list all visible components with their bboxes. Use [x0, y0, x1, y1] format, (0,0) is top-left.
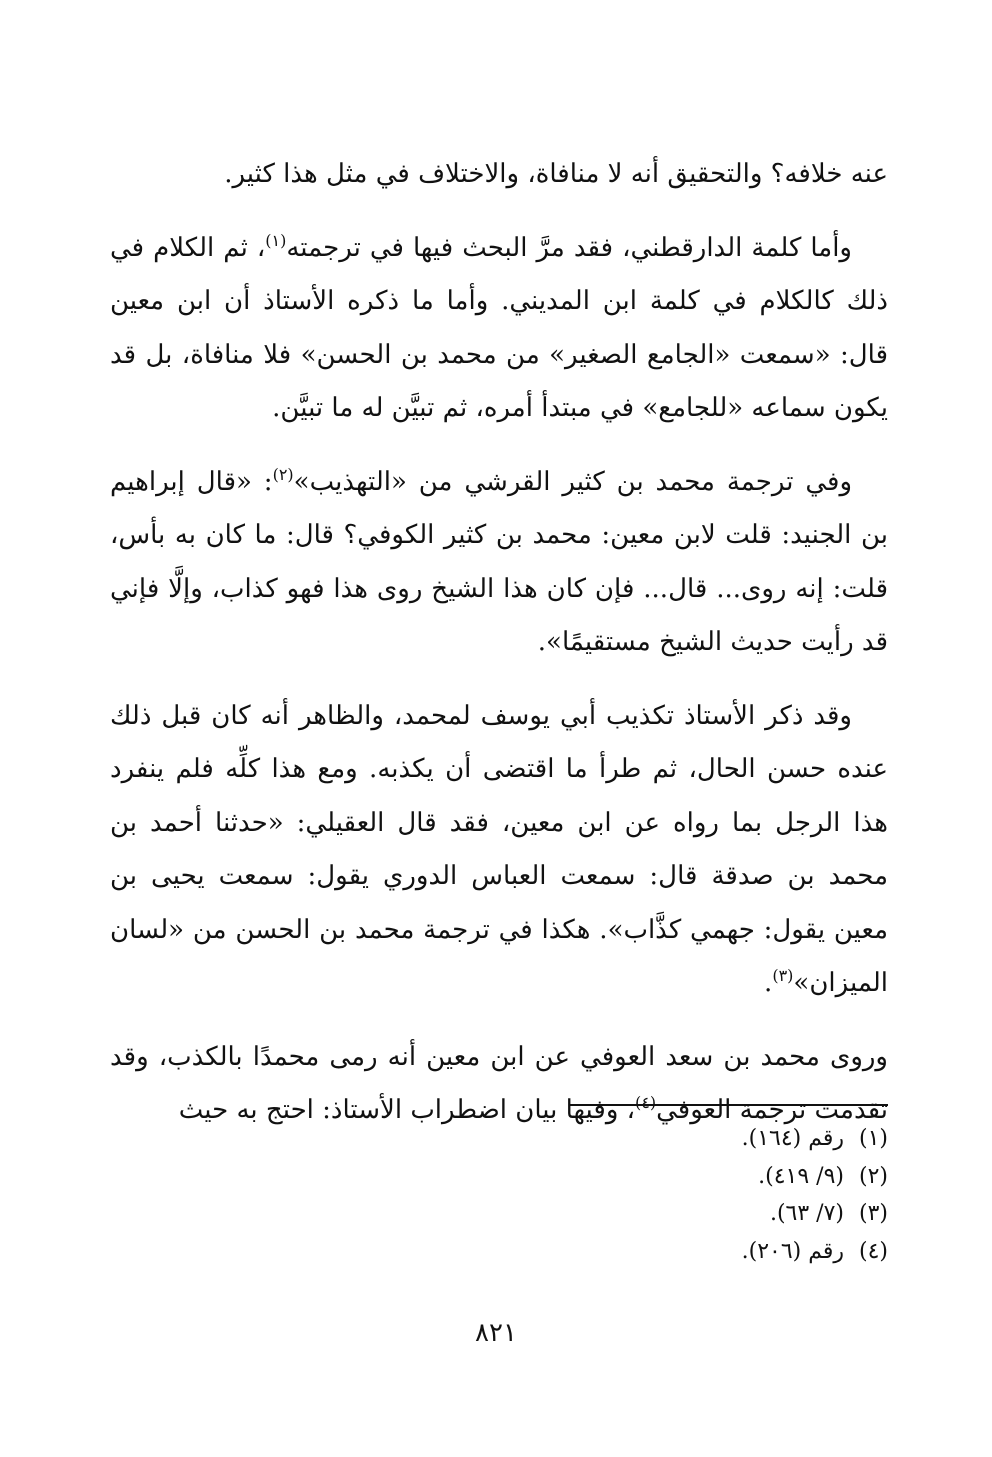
paragraph-text: وفي ترجمة محمد بن كثير القرشي من «التهذيب» — [293, 466, 852, 497]
paragraph-text: . — [764, 968, 773, 998]
paragraph-text: ، ثم الكلام في ذلك كالكلام في كلمة ابن المديني. وأما ما ذكره الأستاذ أن ابن معين قال: «سمعت «الجامع الصغير» من محمد بن الحسن» فلا منافاة، بل قد يكون سماعه «للجامع» في مبتدأ أمره، ثم تبيَّن له ما تبيَّن. — [110, 232, 888, 423]
footnote-text: رقم (٢٠٦). — [741, 1238, 844, 1264]
footnote-number: (٢) — [858, 1163, 888, 1189]
footnote-text: (٧/ ٦٣). — [769, 1201, 844, 1226]
footnote-reference: (٣) — [772, 966, 794, 985]
paragraph-text: وأما كلمة الدارقطني، فقد مرَّ البحث فيها في ترجمته — [286, 232, 852, 263]
paragraph — [110, 690, 888, 1011]
footnote-separator — [570, 1104, 888, 1106]
paragraph-text: ، وفيها بيان اضطراب الأستاذ: احتج به حيث — [178, 1095, 636, 1125]
footnote-reference: (١) — [265, 230, 287, 250]
footnote-reference: (٤) — [635, 1093, 657, 1112]
page-number: ٨٢١ — [475, 1318, 517, 1348]
footnote-text: رقم (١٦٤). — [741, 1126, 844, 1151]
paragraph-text: : «قال إبراهيم بن الجنيد: قلت لابن معين: محمد بن كثير الكوفي؟ قال: ما كان به بأس، قلت: إنه روى... قال... فإن كان هذا الشيخ روى هذا فهو كذاب، وإلَّا فإني قد رأيت حديث الشيخ مستقيمًا». — [110, 466, 888, 657]
footnote — [110, 1233, 888, 1271]
footnote — [110, 1158, 888, 1196]
paragraph — [110, 148, 888, 202]
paragraph-text: عنه خلافه؟ والتحقيق أنه لا منافاة، والاختلاف في مثل هذا كثير. — [224, 159, 888, 189]
footnotes-list — [110, 1120, 888, 1270]
footnote-number: (٣) — [858, 1201, 888, 1226]
footnote-text: (٩/ ٤١٩). — [758, 1163, 844, 1189]
paragraph — [110, 456, 888, 670]
footnote-number: (٤) — [858, 1238, 888, 1264]
footnote — [110, 1120, 888, 1158]
paragraph-text: وروى محمد بن سعد العوفي عن ابن معين أنه رمى محمدًا بالكذب، وقد تقدمت ترجمة العوفي — [110, 1041, 888, 1125]
body-text — [110, 148, 888, 1138]
footnote-reference: (٢) — [272, 464, 294, 484]
paragraph-text: وقد ذكر الأستاذ تكذيب أبي يوسف لمحمد، والظاهر أنه كان قبل ذلك عنده حسن الحال، ثم طرأ ما اقتضى أن يكذبه. ومع هذا كلِّه فلم ينفرد هذا الرجل بما رواه عن ابن معين، فقد قال العقيلي: «حدثنا أحمد بن محمد بن صدقة قال: سمعت العباس الدوري يقول: سمعت يحيى بن معين يقول: جهمي كذَّاب». هكذا في ترجمة محمد بن الحسن من «لسان الميزان» — [110, 700, 888, 998]
footnote — [110, 1195, 888, 1233]
footnote-number: (١) — [858, 1126, 888, 1151]
paragraph — [110, 222, 888, 436]
